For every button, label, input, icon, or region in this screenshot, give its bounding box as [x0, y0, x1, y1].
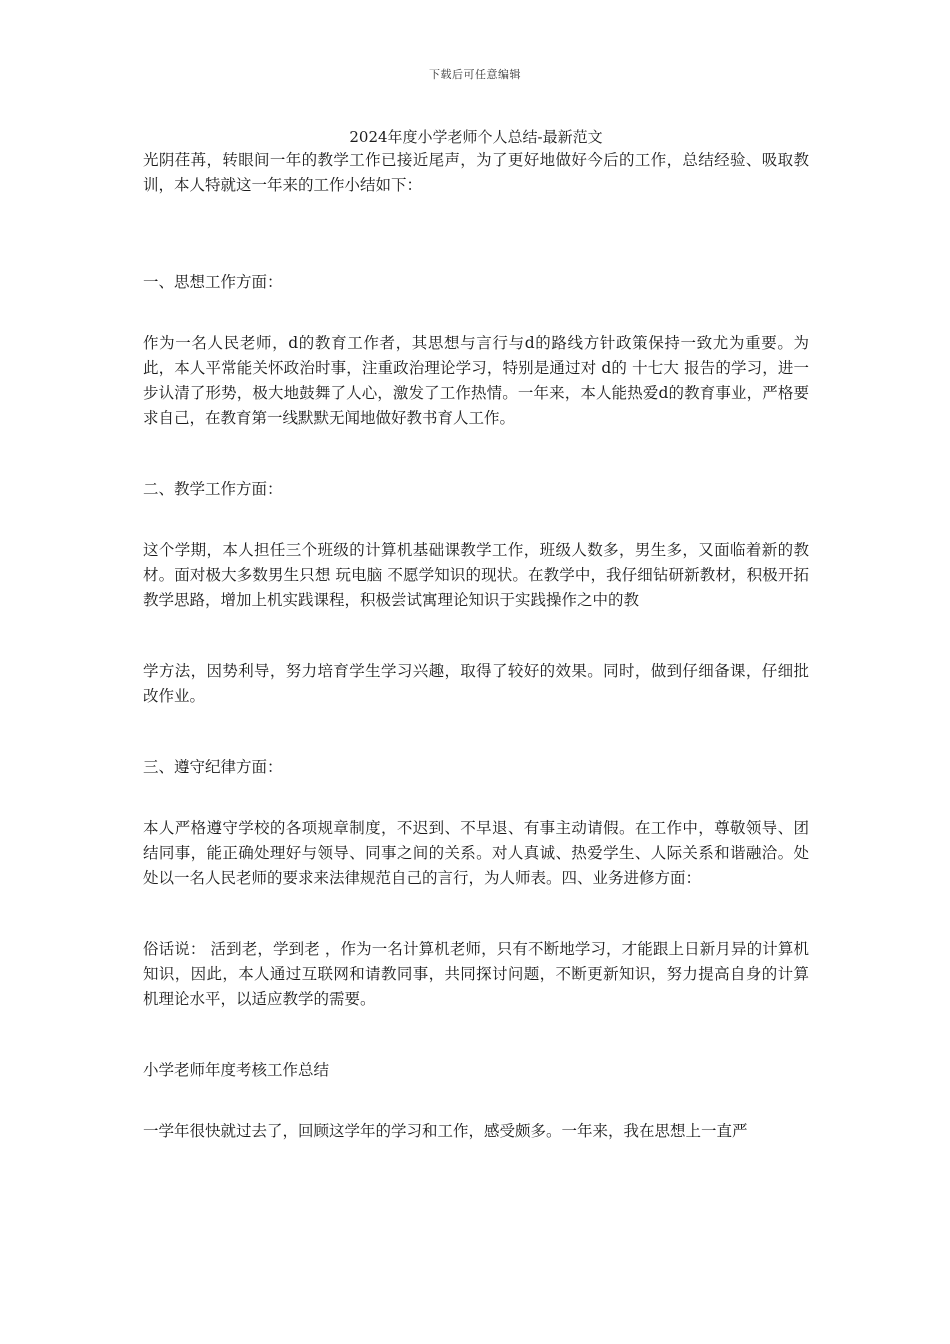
spacer [143, 891, 809, 937]
intro-paragraph: 光阴荏苒，转眼间一年的教学工作已接近尾声，为了更好地做好今后的工作，总结经验、吸取教训，本人特就这一年来的工作小结如下： [143, 151, 809, 194]
spacer [143, 709, 809, 755]
section-body-discipline: 本人严格遵守学校的各项规章制度，不迟到、不早退、有事主动请假。在工作中，尊敬领导、团结同事，能正确处理好与领导、同事之间的关系。对人真诚、热爱学生、人际关系和谐融洽。处处以一名人民老师的要求来法律规范自己的言行，为人师表。四、业务进修方面： [143, 819, 809, 887]
spacer [143, 1012, 809, 1058]
spacer [143, 613, 809, 659]
header-note: 下载后可任意编辑 [429, 68, 521, 81]
document-title: 2024年度小学老师个人总结-最新范文 [349, 128, 603, 146]
section-heading-discipline: 三、遵守纪律方面： [143, 758, 283, 776]
section-heading-teaching: 二、教学工作方面： [143, 480, 283, 498]
spacer [143, 295, 809, 331]
section-heading-thought: 一、思想工作方面： [143, 273, 283, 291]
section-body-thought: 作为一名人民老师，d的教育工作者，其思想与言行与d的路线方针政策保持一致尤为重要。为此，本人平常能关怀政治时事，注重政治理论学习，特别是通过对 d的 十七大 报告的学习，进一步认清了形势，极大地鼓舞了人心，激发了工作热情。一年来，本人能热爱d的教育事业，严格要求自己，在教育第一线默默无闻地做好教书育人工作。 [143, 334, 809, 427]
spacer [143, 502, 809, 538]
spacer [143, 431, 809, 477]
spacer [143, 780, 809, 816]
closing-paragraph: 一学年很快就过去了，回顾这学年的学习和工作，感受颇多。一年来，我在思想上一直严 [143, 1122, 748, 1140]
section-body-teaching-a: 这个学期，本人担任三个班级的计算机基础课教学工作，班级人数多，男生多，又面临着新的教材。面对极大多数男生只想 玩电脑 不愿学知识的现状。在教学中，我仔细钻研新教材，积极开拓教学思路，增加上机实践课程，积极尝试寓理论知识于实践操作之中的教 [143, 541, 809, 609]
section-body-teaching-b: 学方法，因势利导，努力培育学生学习兴趣，取得了较好的效果。同时，做到仔细备课，仔细批改作业。 [143, 662, 809, 705]
document-body [143, 126, 809, 1144]
spacer [143, 198, 809, 270]
section-body-study: 俗话说： 活到老，学到老 ，作为一名计算机老师，只有不断地学习，才能跟上日新月异的计算机知识，因此，本人通过互联网和请教同事，共同探讨问题，不断更新知识，努力提高自身的计算机理论水平，以适应教学的需要。 [143, 940, 809, 1008]
document-subtitle: 小学老师年度考核工作总结 [143, 1061, 330, 1079]
spacer [143, 1083, 809, 1119]
